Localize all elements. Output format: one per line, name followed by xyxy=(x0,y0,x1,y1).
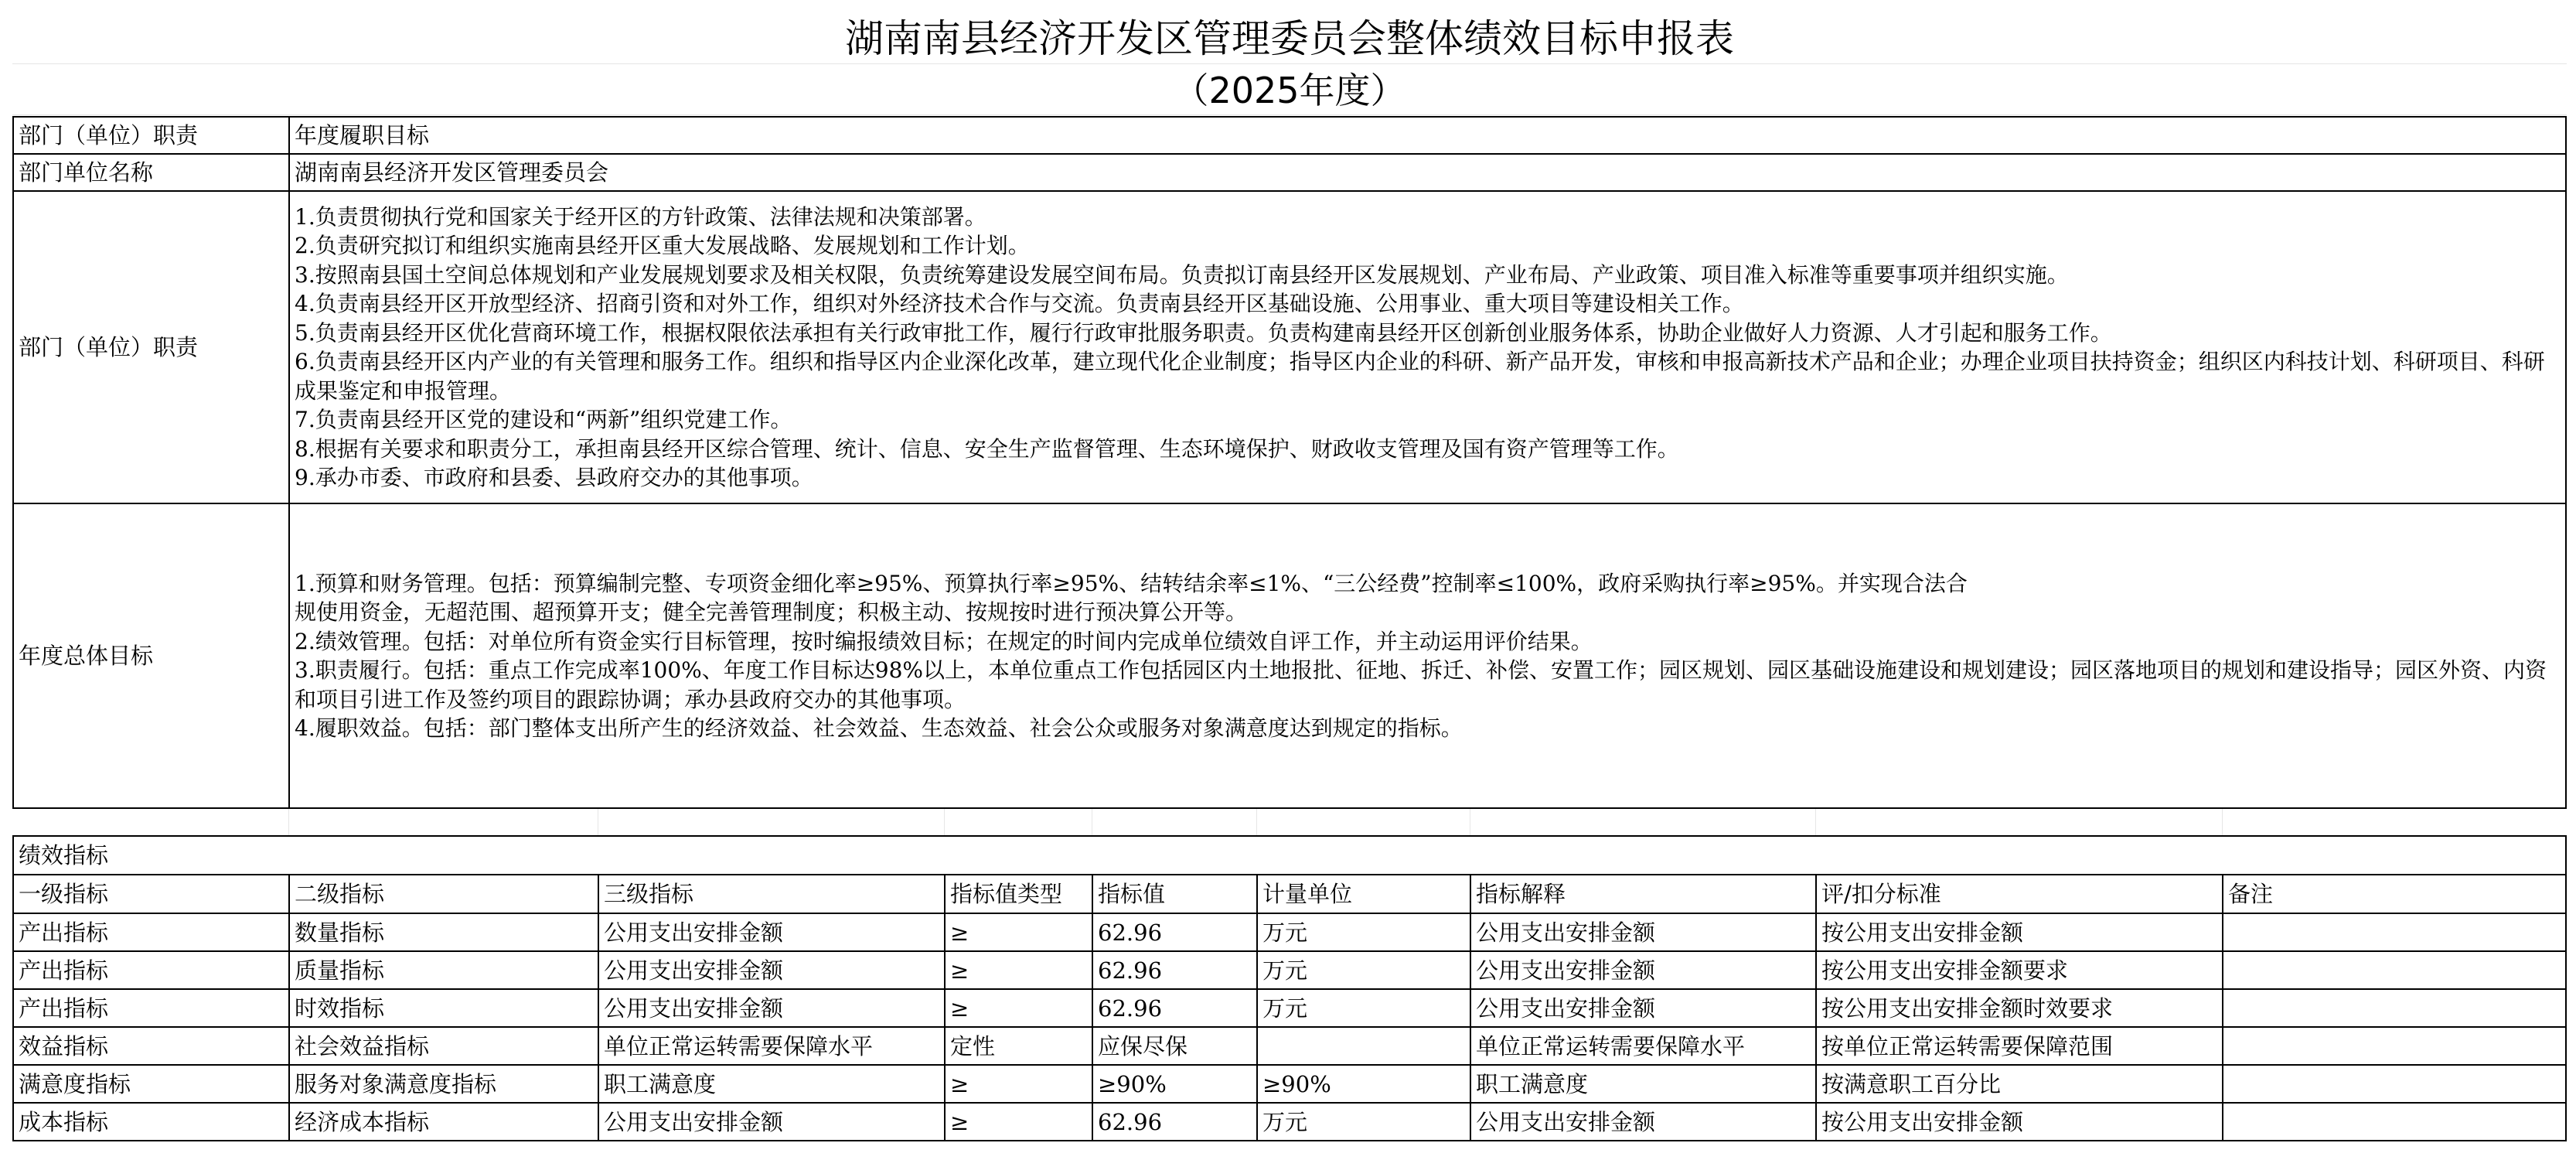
table-cell: 产出指标 xyxy=(13,951,289,989)
table-cell: 成本指标 xyxy=(13,1103,289,1141)
header-row xyxy=(13,117,2566,154)
report-sheet xyxy=(12,0,2567,1141)
table-row xyxy=(13,1065,2566,1103)
table-cell: 公用支出安排金额 xyxy=(598,989,945,1027)
table-cell xyxy=(2223,1027,2566,1065)
table-cell: 62.96 xyxy=(1092,913,1257,951)
duty-item: 5.负责南县经开区优化营商环境工作，根据权限依法承担有关行政审批工作，履行行政审批服务职责。负责构建南县经开区创新创业服务体系，协助企业做好人力资源、人才引起和服务工作。 xyxy=(295,319,2112,346)
table-cell: 按满意职工百分比 xyxy=(1816,1065,2223,1103)
table-cell: 产出指标 xyxy=(13,913,289,951)
page-subtitle: （2025年度） xyxy=(1173,70,1406,111)
table-cell: ≥ xyxy=(945,913,1092,951)
table-cell: ≥ xyxy=(945,989,1092,1027)
table-cell: 公用支出安排金额 xyxy=(598,913,945,951)
table-cell: 职工满意度 xyxy=(1470,1065,1816,1103)
section-title-row xyxy=(13,836,2566,875)
table-cell: 时效指标 xyxy=(289,989,598,1027)
table-cell: 社会效益指标 xyxy=(289,1027,598,1065)
table-cell: 按公用支出安排金额 xyxy=(1816,913,2223,951)
grid-line xyxy=(12,63,2567,64)
column-header: 三级指标 xyxy=(598,875,945,913)
goal-item: 规使用资金，无超范围、超预算开支；健全完善管理制度；积极主动、按规按时进行预决算公开等。 xyxy=(295,599,1248,625)
table-cell: 产出指标 xyxy=(13,989,289,1027)
table-cell xyxy=(2223,1103,2566,1141)
grid-line xyxy=(12,114,2567,115)
dept-name-row xyxy=(13,154,2566,191)
table-cell: 经济成本指标 xyxy=(289,1103,598,1141)
performance-table xyxy=(12,835,2567,1141)
table-row xyxy=(13,951,2566,989)
table-cell xyxy=(2223,951,2566,989)
table-cell: 公用支出安排金额 xyxy=(1470,989,1816,1027)
duty-item: 8.根据有关要求和职责分工，承担南县经开区综合管理、统计、信息、安全生产监督管理、生态环境保护、财政收支管理及国有资产管理等工作。 xyxy=(295,435,1679,462)
table-cell: 单位正常运转需要保障水平 xyxy=(598,1027,945,1065)
table-cell: 服务对象满意度指标 xyxy=(289,1065,598,1103)
table-cell: ≥ xyxy=(945,1103,1092,1141)
table-cell: 按公用支出安排金额 xyxy=(1816,1103,2223,1141)
title-block xyxy=(12,0,2567,116)
grid-line xyxy=(1256,809,1257,835)
header-row-value: 年度履职目标 xyxy=(289,117,2566,154)
table-cell: 万元 xyxy=(1257,1103,1470,1141)
duty-item: 1.负责贯彻执行党和国家关于经开区的方针政策、法律法规和决策部署。 xyxy=(295,203,986,230)
table-cell xyxy=(2223,989,2566,1027)
dept-name-value: 湖南南县经济开发区管理委员会 xyxy=(289,154,2566,191)
table-cell: 公用支出安排金额 xyxy=(598,951,945,989)
duty-item: 4.负责南县经开区开放型经济、招商引资和对外工作，组织对外经济技术合作与交流。负责南县经开区基础设施、公用事业、重大项目等建设相关工作。 xyxy=(295,291,1744,316)
table-cell: ≥ xyxy=(945,951,1092,989)
table-cell: 数量指标 xyxy=(289,913,598,951)
table-cell: 公用支出安排金额 xyxy=(1470,1103,1816,1141)
table-cell: 公用支出安排金额 xyxy=(1470,951,1816,989)
table-cell: 按单位正常运转需要保障范围 xyxy=(1816,1027,2223,1065)
table-cell: ≥90% xyxy=(1092,1065,1257,1103)
table-row xyxy=(13,1103,2566,1141)
table-row xyxy=(13,989,2566,1027)
sheet-gap xyxy=(12,809,2567,835)
table-cell: ≥90% xyxy=(1257,1065,1470,1103)
table-cell: ≥ xyxy=(945,1065,1092,1103)
table-cell: 万元 xyxy=(1257,913,1470,951)
table-cell: 按公用支出安排金额要求 xyxy=(1816,951,2223,989)
annual-goal-label: 年度总体目标 xyxy=(13,503,289,808)
grid-line xyxy=(288,809,289,835)
duty-item: 3.按照南县国土空间总体规划和产业发展规划要求及相关权限，负责统筹建设发展空间布局。负责拟订南县经开区发展规划、产业布局、产业政策、项目准入标准等重要事项并组织实施。 xyxy=(295,261,2069,288)
duty-item: 6.负责南县经开区内产业的有关管理和服务工作。组织和指导区内企业深化改革，建立现代化企业制度；指导区内企业的科研、新产品开发，审核和申报高新技术产品和企业；办理企业项目扶持资金；组织区内科技计划、科研项目、科研成果鉴定和申报管理。 xyxy=(295,349,2545,404)
table-cell: 按公用支出安排金额时效要求 xyxy=(1816,989,2223,1027)
table-cell: 职工满意度 xyxy=(598,1065,945,1103)
column-header: 计量单位 xyxy=(1257,875,1470,913)
duties-row xyxy=(13,191,2566,503)
info-table xyxy=(12,116,2567,809)
column-header: 评/扣分标准 xyxy=(1816,875,2223,913)
table-cell: 公用支出安排金额 xyxy=(598,1103,945,1141)
column-header: 二级指标 xyxy=(289,875,598,913)
table-cell: 62.96 xyxy=(1092,951,1257,989)
goal-item: 4.履职效益。包括：部门整体支出所产生的经济效益、社会效益、生态效益、社会公众或服务对象满意度达到规定的指标。 xyxy=(295,715,1463,741)
section-title: 绩效指标 xyxy=(13,836,2566,875)
column-header: 指标值类型 xyxy=(945,875,1092,913)
goal-item: 3.职责履行。包括：重点工作完成率100%、年度工作目标达98%以上，本单位重点工作包括园区内土地报批、征地、拆迁、补偿、安置工作；园区规划、园区基础设施建设和规划建设；园区落地项目的规划和建设指导；园区外资、内资和项目引进工作及签约项目的跟踪协调；承办县政府交办的其他事项。 xyxy=(295,657,2547,712)
column-header: 指标解释 xyxy=(1470,875,1816,913)
header-row-label: 部门（单位）职责 xyxy=(13,117,289,154)
dept-name-label: 部门单位名称 xyxy=(13,154,289,191)
duty-item: 2.负责研究拟订和组织实施南县经开区重大发展战略、发展规划和工作计划。 xyxy=(295,233,1030,258)
goal-item: 2.绩效管理。包括：对单位所有资金实行目标管理，按时编报绩效目标；在规定的时间内完成单位绩效自评工作，并主动运用评价结果。 xyxy=(295,628,1593,654)
table-cell: 公用支出安排金额 xyxy=(1470,913,1816,951)
table-cell: 效益指标 xyxy=(13,1027,289,1065)
table-cell: 满意度指标 xyxy=(13,1065,289,1103)
column-header-row xyxy=(13,875,2566,913)
annual-goal-content xyxy=(289,503,2566,808)
table-row xyxy=(13,913,2566,951)
table-cell: 应保尽保 xyxy=(1092,1027,1257,1065)
column-header: 备注 xyxy=(2223,875,2566,913)
grid-line xyxy=(1815,809,1816,835)
grid-line xyxy=(2222,809,2223,835)
table-cell: 62.96 xyxy=(1092,1103,1257,1141)
table-cell: 万元 xyxy=(1257,989,1470,1027)
page-title: 湖南南县经济开发区管理委员会整体绩效目标申报表 xyxy=(845,16,1734,61)
table-cell: 万元 xyxy=(1257,951,1470,989)
table-cell: 62.96 xyxy=(1092,989,1257,1027)
duties-label: 部门（单位）职责 xyxy=(13,191,289,503)
table-cell xyxy=(1257,1027,1470,1065)
table-cell: 质量指标 xyxy=(289,951,598,989)
column-header: 一级指标 xyxy=(13,875,289,913)
duty-item: 7.负责南县经开区党的建设和“两新”组织党建工作。 xyxy=(295,407,792,432)
table-row xyxy=(13,1027,2566,1065)
grid-line xyxy=(944,809,945,835)
duty-item: 9.承办市委、市政府和县委、县政府交办的其他事项。 xyxy=(295,465,813,490)
table-cell xyxy=(2223,913,2566,951)
goal-item: 1.预算和财务管理。包括：预算编制完整、专项资金细化率≥95%、预算执行率≥95%、结转结余率≤1%、“三公经费”控制率≤100%，政府采购执行率≥95%。并实现合法合 xyxy=(295,570,1968,596)
table-cell: 单位正常运转需要保障水平 xyxy=(1470,1027,1816,1065)
duties-content xyxy=(289,191,2566,503)
table-cell: 定性 xyxy=(945,1027,1092,1065)
table-cell xyxy=(2223,1065,2566,1103)
column-header: 指标值 xyxy=(1092,875,1257,913)
annual-goal-row xyxy=(13,503,2566,808)
